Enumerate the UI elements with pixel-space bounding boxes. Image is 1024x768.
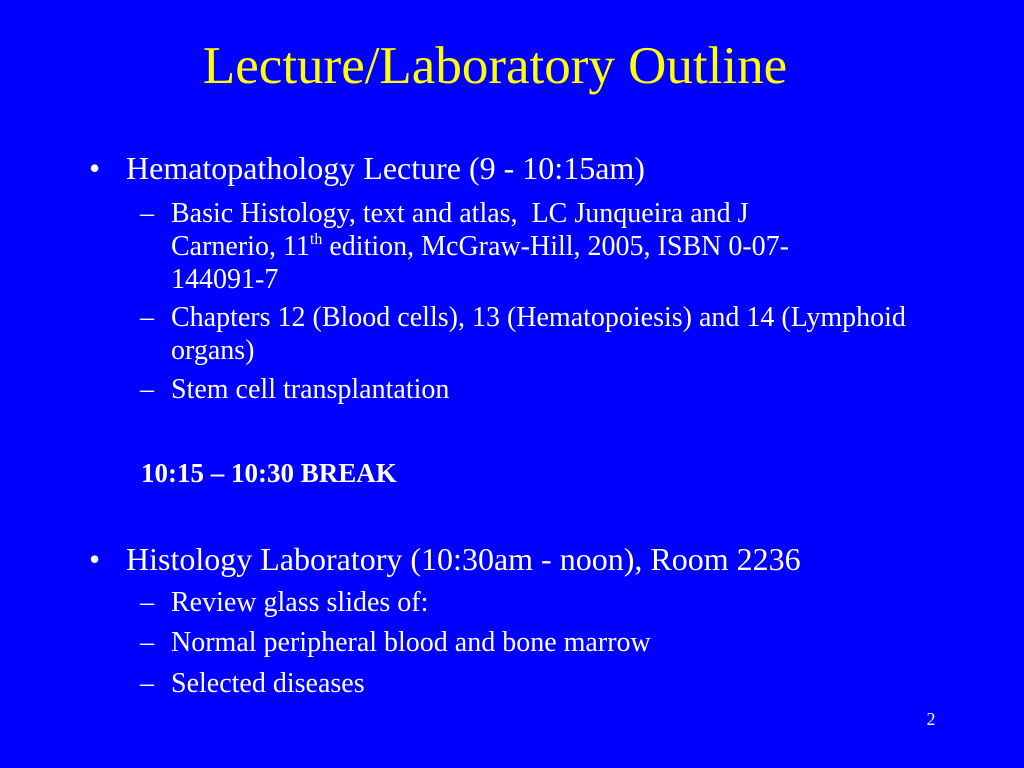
- sub-item-text: Stem cell transplantation: [171, 374, 450, 405]
- sub-item-textbook: [140, 197, 961, 296]
- sub-item-text: Normal peripheral blood and bone marrow: [171, 627, 651, 658]
- dash-icon: –: [140, 627, 154, 658]
- sub-item-normal-blood: [140, 626, 961, 659]
- sub-item-text: Selected diseases: [171, 668, 365, 699]
- slide-title: Lecture/Laboratory Outline: [202, 37, 788, 95]
- dash-icon: –: [140, 302, 154, 333]
- dash-icon: –: [140, 198, 154, 229]
- page-number: 2: [926, 709, 936, 729]
- sub-item-stem-cell: [140, 373, 961, 406]
- sub-item-text: Chapters 12 (Blood cells), 13 (Hematopoiesis) and 14 (Lymphoid organs): [171, 302, 906, 366]
- sub-item-selected-diseases: [140, 667, 961, 700]
- bullet-item-lecture: [89, 150, 645, 186]
- bullet-icon: •: [89, 150, 101, 186]
- bullet-text: Hematopathology Lecture (9 - 10:15am): [126, 150, 645, 186]
- bullet-icon: •: [89, 541, 101, 577]
- bullet-item-laboratory: [89, 541, 801, 577]
- sub-item-line: Carnerio, 11th edition, McGraw-Hill, 2005, ISBN 0-07-: [171, 231, 789, 262]
- sub-item-review: [140, 586, 961, 619]
- break-note: 10:15 – 10:30 BREAK: [141, 458, 397, 488]
- sub-item-text: Review glass slides of:: [171, 587, 429, 618]
- dash-icon: –: [140, 374, 154, 405]
- sub-item-line: 144091-7: [171, 264, 279, 295]
- sub-item-line: Basic Histology, text and atlas, LC Junqueira and J: [171, 198, 749, 229]
- dash-icon: –: [140, 587, 154, 618]
- sub-item-chapters: [140, 301, 961, 367]
- dash-icon: –: [140, 668, 154, 699]
- bullet-text: Histology Laboratory (10:30am - noon), Room 2236: [126, 541, 801, 577]
